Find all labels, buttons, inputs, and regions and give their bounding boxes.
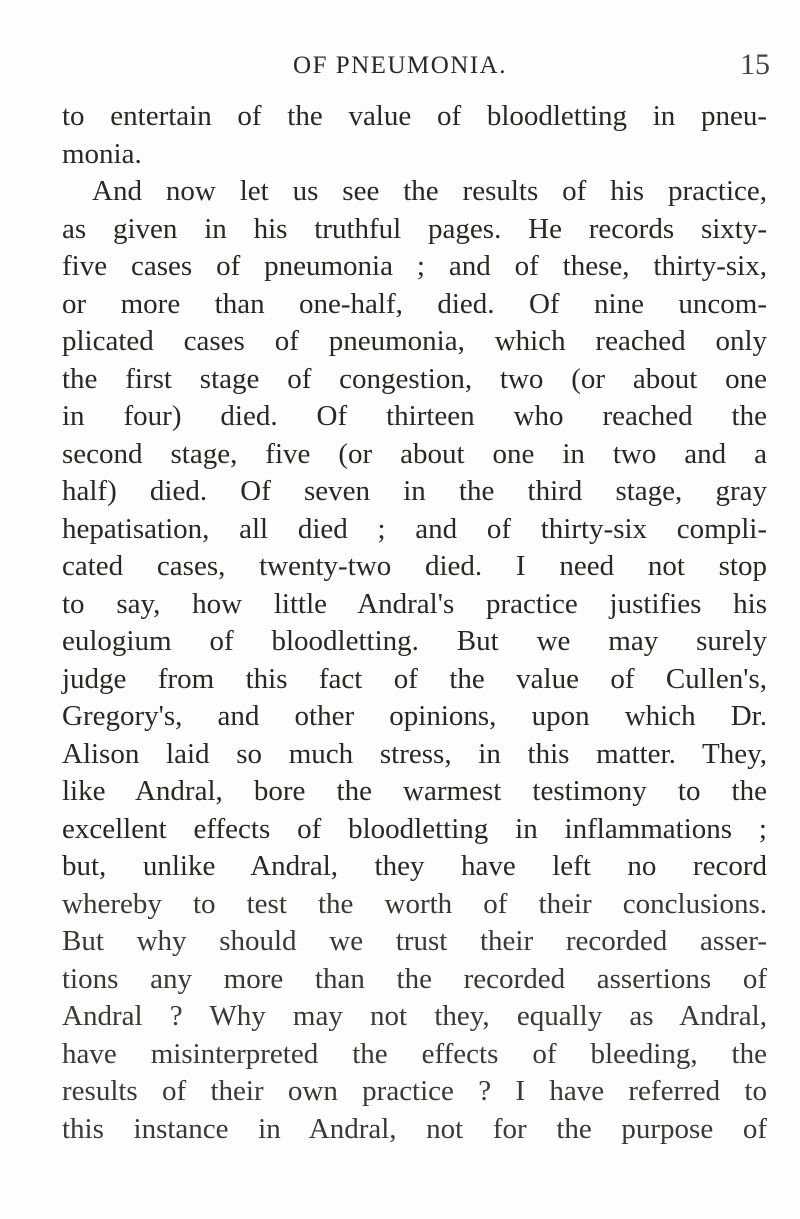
text-line: to entertain of the value of bloodletting in pneu- — [62, 100, 767, 132]
text-line: like Andral, bore the warmest testimony to the — [62, 775, 767, 807]
text-line: the first stage of congestion, two (or about one — [62, 362, 767, 395]
text-line: as given in his truthful pages. He records sixty- — [62, 212, 767, 245]
body-text — [62, 98, 767, 1148]
text-line: in four) died. Of thirteen who reached the — [62, 400, 767, 432]
text-line: Alison laid so much stress, in this matter. They, — [62, 737, 767, 770]
text-line: tions any more than the recorded assertions of — [62, 962, 767, 995]
text-line: Gregory's, and other opinions, upon which Dr. — [62, 700, 767, 732]
text-line: but, unlike Andral, they have left no record — [62, 850, 767, 882]
text-line: hepatisation, all died ; and of thirty-six compli- — [62, 512, 767, 545]
text-line: or more than one-half, died. Of nine uncom- — [62, 287, 767, 320]
text-line: excellent effects of bloodletting in inflammations ; — [62, 812, 767, 845]
text-line: second stage, five (or about one in two and a — [62, 437, 767, 470]
running-title: OF PNEUMONIA. — [293, 52, 507, 79]
text-line: eulogium of bloodletting. But we may surely — [62, 625, 767, 657]
text-line: five cases of pneumonia ; and of these, thirty-six, — [62, 250, 767, 282]
text-line: half) died. Of seven in the third stage, gray — [62, 475, 767, 507]
text-line: judge from this fact of the value of Cullen's, — [62, 662, 767, 695]
text-line: monia. — [62, 137, 142, 170]
text-line: results of their own practice ? I have referred to — [62, 1075, 767, 1107]
text-line: this instance in Andral, not for the purpose of — [62, 1112, 767, 1145]
text-line: cated cases, twenty-two died. I need not stop — [62, 550, 767, 582]
text-line: plicated cases of pneumonia, which reached only — [62, 325, 767, 357]
text-line: whereby to test the worth of their conclusions. — [62, 887, 767, 920]
text-line: Andral ? Why may not they, equally as Andral, — [62, 1000, 767, 1032]
page-number: 15 — [740, 48, 770, 81]
text-line: And now let us see the results of his practice, — [92, 175, 767, 207]
text-line: But why should we trust their recorded asser- — [62, 925, 767, 957]
running-head — [0, 48, 800, 92]
text-line: have misinterpreted the effects of bleeding, the — [62, 1037, 767, 1070]
text-line: to say, how little Andral's practice justifies his — [62, 587, 767, 620]
